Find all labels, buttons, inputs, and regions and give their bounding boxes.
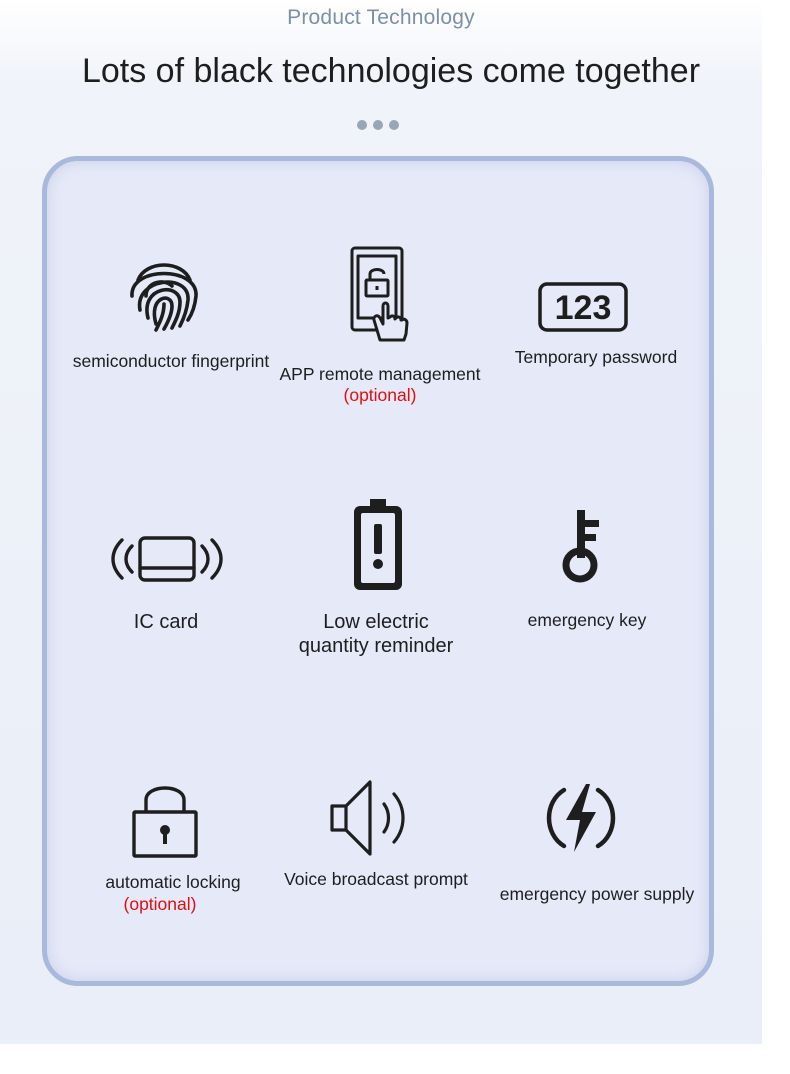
feature-label: APP remote management	[279, 364, 481, 384]
feature-label: emergency power supply	[499, 884, 695, 904]
lightning-icon	[542, 780, 620, 856]
feature-label: IC card	[133, 611, 199, 633]
optional-badge: (optional)	[343, 385, 417, 405]
password-123-icon	[538, 282, 628, 332]
optional-badge: (optional)	[123, 894, 197, 914]
dot	[389, 120, 399, 130]
fingerprint-icon	[124, 256, 204, 332]
dot	[357, 120, 367, 130]
pagination-dots	[357, 120, 399, 130]
ic-card-icon	[108, 532, 226, 586]
feature-label: semiconductor fingerprint	[72, 351, 270, 371]
feature-label: Voice broadcast prompt	[284, 869, 468, 889]
page-headline: Lots of black technologies come together	[81, 52, 701, 90]
feature-label-line1: Low electric	[323, 611, 429, 633]
dot	[373, 120, 383, 130]
feature-label: emergency key	[527, 610, 647, 630]
feature-label: Temporary password	[514, 347, 678, 367]
feature-label-line2: quantity reminder	[298, 635, 454, 657]
key-icon	[558, 510, 604, 584]
svg-text:123: 123	[554, 289, 612, 327]
low-battery-icon	[350, 498, 406, 592]
phone-lock-icon	[346, 244, 410, 342]
padlock-icon	[130, 778, 200, 860]
speaker-icon	[328, 778, 410, 858]
section-eyebrow: Product Technology	[287, 6, 475, 29]
feature-label: automatic locking	[105, 872, 241, 892]
